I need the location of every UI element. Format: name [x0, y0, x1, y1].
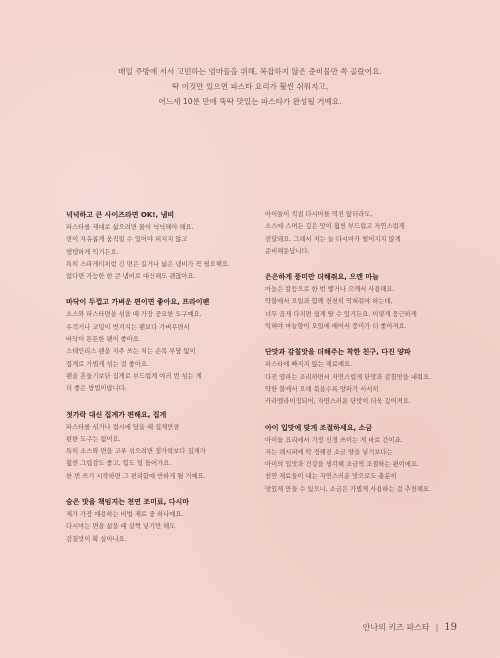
section-pot [66, 209, 271, 283]
section-line: 약한 불에서 오래 볶을수록 양파가 서서히 [265, 385, 379, 393]
section-line: 익혀야 마늘향이 오일에 배어서 풍미가 더 좋아져요. [265, 323, 407, 331]
section-onion [265, 346, 470, 408]
section-title: 젓가락 대신 집게가 편해요, 집게 [66, 410, 167, 419]
section-title: 숨은 맛을 책임지는 천연 조미료, 다시마 [66, 498, 190, 507]
section-line: 저는 레시피에 딱 정해진 소금 양을 넣기보다는 [265, 448, 393, 456]
section-line: 팬을 흔들기보단 집게로 부드럽게 여러 번 섞는 게 [66, 372, 202, 380]
section-line: 아이들 요리에서 가장 신경 쓰이는 게 바로 간이죠. [265, 436, 403, 444]
section-line: 파스타를 섞거나 접시에 담을 때 집게만큼 [66, 423, 180, 431]
section-line: 다시마는 면을 삶을 때 살짝 넣기만 해도 [66, 523, 176, 531]
section-line: 천연 재료들이 내는 자연스러운 맛으로도 충분히 [265, 473, 397, 481]
section-kelp [66, 496, 271, 546]
section-kelp-continued [265, 209, 470, 258]
section-line: 전달돼요. 그래서 저는 늘 다시마가 떨어지지 않게 [265, 235, 401, 243]
section-line: 너무 곱게 다지면 쉽게 탈 수 있거든요. 이렇게 뭉근하게 [265, 310, 417, 318]
section-line: 면이 자유롭게 움직일 수 있어야 퍼지지 않고 [66, 236, 188, 244]
section-title: 바닥이 두껍고 가벼운 편이면 좋아요, 프라이팬 [66, 298, 210, 307]
section-line: 우걱거나 코팅이 벗겨지는 팬보다 가벼우면서 [66, 323, 190, 331]
section-line: 훨씬 그립감도 좋고, 힘도 덜 들어가요. [66, 460, 172, 468]
section-salt [265, 422, 470, 496]
section-line: 맛있게 만들 수 있으니, 소금은 가볍게 사용하는 걸 추천해요. [265, 485, 432, 493]
section-line: 집게로 가볍게 섞는 걸 좋아요. [66, 360, 150, 368]
section-frying-pan [66, 296, 271, 395]
section-title: 단맛과 감칠맛을 더해주는 착한 친구, 다진 양파 [265, 348, 411, 357]
section-line: 준비해둔답니다. [265, 247, 310, 255]
section-garlic [265, 271, 470, 333]
intro-line: 매일 주방에 서서 고민하는 엄마들을 위해, 복잡하지 않은 준비물만 쏙 골랐어요. [118, 67, 382, 76]
section-line: 특히 소스와 면을 고루 섞으려면 젓가락보다 집게가 [66, 448, 206, 456]
section-line: 탱탱하게 익거든요. [66, 248, 119, 256]
section-line: 편한 도구는 없어요. [66, 435, 121, 443]
section-line: 특히 스파게티처럼 긴 면은 길거나 넓은 냄비가 꼭 필요해요. [66, 260, 231, 268]
section-line: 파스타에 빠지지 않는 재료예요. [265, 361, 353, 369]
left-column [66, 209, 271, 559]
section-line: 약불에서 오일과 함께 천천히 익혀줘야 하는데, [265, 298, 393, 306]
intro-line: 어느새 10분 만에 뚝딱 맛있는 파스타가 완성될 거예요. [158, 97, 342, 106]
section-line: 없다면 가능한 한 큰 냄비로 대신해도 괜찮아요. [66, 273, 196, 281]
page-number: 19 [444, 622, 457, 633]
section-line: 다진 양파는 조리하면서 자연스럽게 단맛과 감칠맛을 내줘요. [265, 373, 432, 381]
section-line: 파스타를 제대로 삶으려면 물이 넉넉해야 해요. [66, 224, 194, 231]
section-line: 카라멜라이징되어, 자연스러운 단맛이 더욱 깊어져요. [265, 398, 411, 406]
section-title: 넉넉하고 큰 사이즈라면 OK!, 냄비 [66, 211, 175, 219]
section-line: 스테인리스 팬을 자주 쓰는 저는 손목 부담 없이 [66, 348, 196, 356]
intro-paragraph [0, 64, 500, 109]
page-footer [363, 622, 457, 633]
section-line: 감칠맛이 확 살아나요. [66, 535, 127, 543]
intro-line: 딱 이것만 있으면 파스타 요리가 훨씬 쉬워지고, [171, 82, 329, 91]
footer-separator: | [435, 623, 439, 632]
running-title: 안나의 키즈 파스타 [362, 623, 430, 632]
section-line: 소스와 파스타면을 섞을 때 가장 중요한 도구예요. [66, 311, 202, 319]
section-title: 아이 입맛에 맞게 조절하세요, 소금 [265, 423, 373, 432]
section-title: 은은하게 풍미만 더해줘요, 으깬 마늘 [265, 273, 379, 282]
section-line: 마늘은 칼등으로 한 번 빻거나 으깨서 사용해요. [265, 286, 395, 294]
section-line: 더 좋은 방법이랍니다. [66, 385, 127, 393]
section-line: 한 번 쓰기 시작하면 그 편리함에 반하게 될 거예요. [66, 472, 206, 480]
section-line: 아이의 입맛과 건강을 생각해 조금씩 조절하는 편이에요. [265, 461, 419, 469]
section-line: 제가 가장 애용하는 비법 재료 중 하나예요. [66, 511, 184, 519]
section-line: 아이들이 직접 다시마를 먹진 않더라도, [265, 211, 373, 218]
section-line: 소스에 스며든 깊은 맛이 훨씬 부드럽고 자연스럽게 [265, 223, 405, 231]
section-line: 바닥이 튼튼한 팬이 좋아요. [66, 336, 141, 344]
section-tongs [66, 409, 271, 483]
right-column [265, 209, 470, 509]
